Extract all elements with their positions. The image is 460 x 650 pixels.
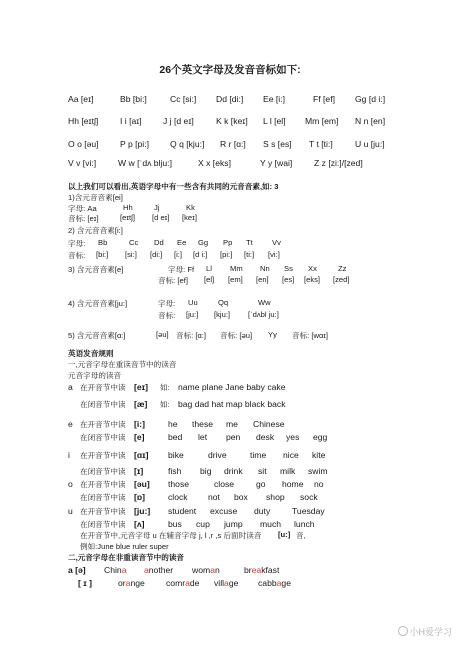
example-word: student — [168, 506, 197, 516]
group-cell: Uu — [188, 298, 198, 307]
example-words: bag dad hat map black back — [178, 399, 286, 409]
example-word: yes — [286, 432, 300, 442]
example-word: box — [234, 492, 248, 502]
rule-label: 在开音节中读 — [80, 451, 126, 460]
vowel-letter: u — [68, 506, 73, 516]
letter-cell: O o [əu] — [68, 139, 99, 149]
letter-cell: U u [ju:] — [355, 139, 385, 149]
group-cell: [pi:] — [220, 250, 233, 259]
group3-heading: 3) 含元音音素[e] — [68, 265, 124, 274]
page-title: 26个英文字母及发音音标如下: — [159, 64, 301, 76]
group-cell: [bi:] — [96, 250, 109, 259]
example-word: me — [226, 419, 238, 429]
example-word: time — [250, 450, 267, 460]
group1-heading: 1)含元音音素[ei] — [68, 193, 123, 202]
example-word: drive — [208, 450, 227, 460]
group-cell: 音标: [wɑɪ] — [292, 331, 329, 340]
word-part-highlight: ea — [251, 565, 262, 575]
group-cell: Nn — [260, 264, 270, 273]
group-cell: 字母: — [158, 299, 176, 308]
rule-label: 在开音节中读 — [80, 480, 126, 489]
rule-label: 在闭音节中读 — [80, 467, 126, 476]
phonetic: [u:] — [278, 530, 291, 539]
word-part-highlight: a — [224, 578, 229, 588]
example-word: those — [168, 479, 190, 489]
example-word: cup — [196, 519, 210, 529]
rule-label: 在开音节中读 — [80, 420, 126, 429]
word-part: comr — [166, 578, 186, 588]
letter-cell: Bb [bi:] — [120, 94, 147, 104]
example-word: kite — [312, 450, 326, 460]
rule-u-example: 例如:June blue ruler super — [80, 542, 169, 551]
letter-cell: K k [keɪ] — [216, 116, 248, 126]
example-word: desk — [256, 432, 275, 442]
example-word: pen — [226, 432, 241, 442]
example-word: drink — [224, 466, 243, 476]
watermark-text: 小H爱学习 — [409, 627, 452, 637]
rule-label: 如: — [160, 383, 170, 392]
example-word: excuse — [210, 506, 238, 516]
example-word: duty — [254, 506, 271, 516]
example-word — [258, 578, 291, 588]
word-part: Chi — [104, 565, 117, 575]
group-cell: 音标: — [158, 311, 176, 320]
group-cell: [ti:] — [244, 250, 255, 259]
group-cell: [ˈdʌbl ju:] — [248, 310, 279, 319]
letter-cell: Cc [si:] — [170, 94, 197, 104]
example-words: name plane Jane baby cake — [178, 382, 286, 392]
word-part: de — [189, 578, 200, 588]
group-cell: Pp — [223, 238, 233, 247]
group-cell: [vi:] — [268, 250, 280, 259]
letter-cell: N n [en] — [355, 116, 386, 126]
phonetic: [i:] — [134, 419, 145, 429]
group-cell: Tt — [246, 238, 253, 247]
group-cell: Dd — [154, 238, 164, 247]
word-part: nother — [148, 565, 174, 575]
group-cell: Yy — [268, 330, 277, 339]
watermark — [398, 625, 453, 638]
group-cell: [el] — [204, 275, 215, 284]
rules-subheading: 一,元音字母在重读音节中的读音 — [68, 360, 177, 369]
group-cell: Ss — [284, 264, 293, 273]
letter-cell: Dd [di:] — [216, 94, 244, 104]
group-cell: 音标: [eɪ] — [68, 214, 99, 223]
word-part: vill — [214, 578, 225, 588]
word-part: ge — [228, 578, 239, 588]
group-cell: Bb — [98, 238, 108, 247]
word-part: n — [116, 565, 122, 575]
example-word: Tuesday — [292, 506, 325, 516]
vowel-letter: o — [68, 479, 73, 489]
group-cell: 音标: [əu] — [220, 331, 253, 340]
phonetic: [ju:] — [134, 506, 151, 516]
word-part: nge — [130, 578, 145, 588]
vowel-letter: e — [68, 419, 73, 429]
letter-cell: S s [es] — [263, 139, 292, 149]
example-word: let — [198, 432, 208, 442]
vowel-letter: i — [68, 450, 70, 460]
word-part-highlight: a — [276, 578, 282, 588]
rule-label: 在闭音节中读 — [80, 400, 126, 409]
letter-cell: Y y [wai] — [260, 158, 293, 168]
rule-label: 在闭音节中读 — [80, 433, 126, 442]
group2-heading: 2) 含元音音素[i:] — [68, 226, 123, 235]
word-part: br — [244, 565, 252, 575]
example-word: sit — [258, 466, 267, 476]
vowel-letter: a — [68, 382, 73, 392]
letter-cell: J j [d eɪ] — [163, 116, 194, 126]
letter-cell: L l [el] — [263, 116, 286, 126]
group-cell: 字母: Ff — [168, 265, 195, 274]
example-word: bus — [168, 519, 182, 529]
example-word: shop — [266, 492, 285, 502]
letter-cell: Mm [em] — [305, 116, 339, 126]
example-word — [244, 565, 279, 575]
word-part-highlight: a — [121, 565, 127, 575]
rule-label: 在开音节中,元音字母 u 在辅音字母 j, l ,r ,s 后面时读音 — [80, 531, 262, 540]
phonetic: [e] — [134, 432, 145, 442]
letter-cell: Q q [kju:] — [170, 139, 205, 149]
rules-heading: 英语发音规则 — [68, 349, 114, 358]
example-word: no — [314, 479, 324, 489]
phonetic: [ʌ] — [134, 519, 145, 529]
group-cell: 音标: — [68, 251, 86, 260]
word-part: or — [118, 578, 126, 588]
phonetic: [eɪ] — [134, 382, 148, 392]
watermark-logo-icon — [398, 626, 408, 636]
group-cell: 音标: [ɑ:] — [176, 331, 206, 340]
group-cell: [d i:] — [193, 250, 208, 259]
group-cell: Hh — [123, 203, 133, 212]
example-word: not — [208, 492, 220, 502]
group-cell: [kju:] — [214, 310, 231, 319]
group-cell: Ll — [206, 264, 212, 273]
letter-cell: T t [ti:] — [309, 139, 333, 149]
word-part: wom — [192, 565, 211, 575]
example-word: egg — [313, 432, 328, 442]
example-word: bed — [168, 432, 183, 442]
group-cell: Ww — [258, 298, 271, 307]
example-word — [214, 578, 238, 588]
rule-label: 在闭音节中读 — [80, 493, 126, 502]
word-part-highlight: a — [210, 565, 215, 575]
group-cell: [ju:] — [186, 310, 199, 319]
example-word: swim — [308, 466, 328, 476]
word-part-highlight: a — [125, 578, 131, 588]
rules-subheading-2: 二,元音字母在非重读音节中的读音 — [68, 553, 185, 562]
word-part: kfast — [261, 565, 280, 575]
group-cell: [en] — [256, 275, 269, 284]
rule-label: 音, — [296, 531, 306, 540]
word-part-highlight: a — [144, 565, 149, 575]
group-cell: Zz — [338, 264, 347, 273]
example-word — [104, 565, 126, 575]
group-cell: Vv — [272, 238, 281, 247]
letter-cell: Ee [i:] — [263, 94, 285, 104]
example-word: sock — [300, 492, 318, 502]
group-cell: 字母: Aa — [68, 204, 97, 213]
group-cell: 字母: — [68, 239, 86, 248]
group-cell: Mm — [230, 264, 243, 273]
group-cell: [eɪtʃ] — [120, 213, 135, 222]
group-cell: [es] — [282, 275, 295, 284]
group-cell: Ee — [177, 238, 187, 247]
phonetic: [əu] — [134, 479, 150, 489]
example-word — [166, 578, 199, 588]
example-word: these — [192, 419, 214, 429]
word-part: cabb — [258, 578, 277, 588]
rule-label: 在闭音节中读 — [80, 520, 126, 529]
group-cell: [si:] — [125, 250, 137, 259]
example-word: bike — [168, 450, 184, 460]
phonetic: [ɪ] — [134, 466, 144, 476]
example-word: much — [260, 519, 282, 529]
letter-cell: Ff [ef] — [313, 94, 335, 104]
example-word: fish — [168, 466, 182, 476]
group-cell: Xx — [308, 264, 317, 273]
phonetic: [æ] — [134, 399, 148, 409]
group-cell: [zed] — [333, 275, 350, 284]
phonetic: a [ə] — [68, 565, 86, 575]
group-cell: [d eɪ] — [152, 213, 170, 222]
letter-cell: P p [pi:] — [120, 139, 149, 149]
letter-cell: Hh [eɪtʃ] — [68, 116, 99, 126]
rule-label: 在开音节中读 — [80, 383, 126, 392]
example-word — [118, 578, 145, 588]
example-word: clock — [168, 492, 188, 502]
rule-label: 在开音节中读 — [80, 507, 126, 516]
phonetic: [ ɪ ] — [78, 578, 92, 588]
letter-cell: Aa [eɪ] — [68, 94, 94, 104]
example-word: go — [256, 479, 266, 489]
letter-cell: Z z [zi:]/[zed] — [314, 158, 363, 168]
example-word: close — [214, 479, 235, 489]
group-cell: 音标: [ef] — [158, 276, 188, 285]
example-word: nice — [283, 450, 299, 460]
group-cell: Qq — [218, 298, 229, 307]
word-part: n — [214, 565, 220, 575]
example-word — [192, 565, 220, 575]
phonetic: [ɒ] — [134, 492, 145, 502]
example-word: Chinese — [253, 419, 285, 429]
word-part: ge — [281, 578, 291, 588]
group-cell: [keɪ] — [182, 213, 197, 222]
example-word — [144, 565, 173, 575]
group-cell: Cc — [129, 238, 139, 247]
letter-cell: Gg [d i:] — [355, 94, 386, 104]
group-cell: Gg — [198, 238, 209, 247]
group-cell: [di:] — [150, 250, 163, 259]
rule-label: 如: — [160, 400, 170, 409]
word-part-highlight: a — [185, 578, 190, 588]
letter-cell: X x [eks] — [198, 158, 231, 168]
phonetic: [ɑɪ] — [134, 450, 149, 460]
example-word: he — [168, 419, 178, 429]
group-cell: [em] — [228, 275, 243, 284]
example-word: big — [200, 466, 212, 476]
group-cell: [eks] — [304, 275, 321, 284]
letter-cell: W w [ˈdʌ blju:] — [118, 158, 172, 168]
rules-subheading: 元音字母的读音 — [68, 371, 122, 380]
example-word: milk — [280, 466, 296, 476]
group-cell: Jj — [154, 203, 160, 212]
letter-cell: I i [aɪ] — [120, 116, 142, 126]
example-word: home — [282, 479, 304, 489]
group5-heading: 5) 含元音音素[ɑ:] — [68, 331, 126, 340]
example-word: lunch — [294, 519, 315, 529]
group-cell: Kk — [186, 203, 195, 212]
intro-text: 以上我们可以看出,英语字母中有一些含有共同的元音音素,如: 3 — [68, 182, 279, 191]
group4-heading: 4) 含元音音素[ju:] — [68, 299, 128, 308]
example-word: jump — [224, 519, 243, 529]
group-cell: [əu] — [156, 330, 169, 339]
letter-cell: R r [ɑ:] — [220, 139, 246, 149]
letter-cell: V v [vi:] — [68, 158, 97, 168]
group-cell: [i:] — [174, 250, 183, 259]
